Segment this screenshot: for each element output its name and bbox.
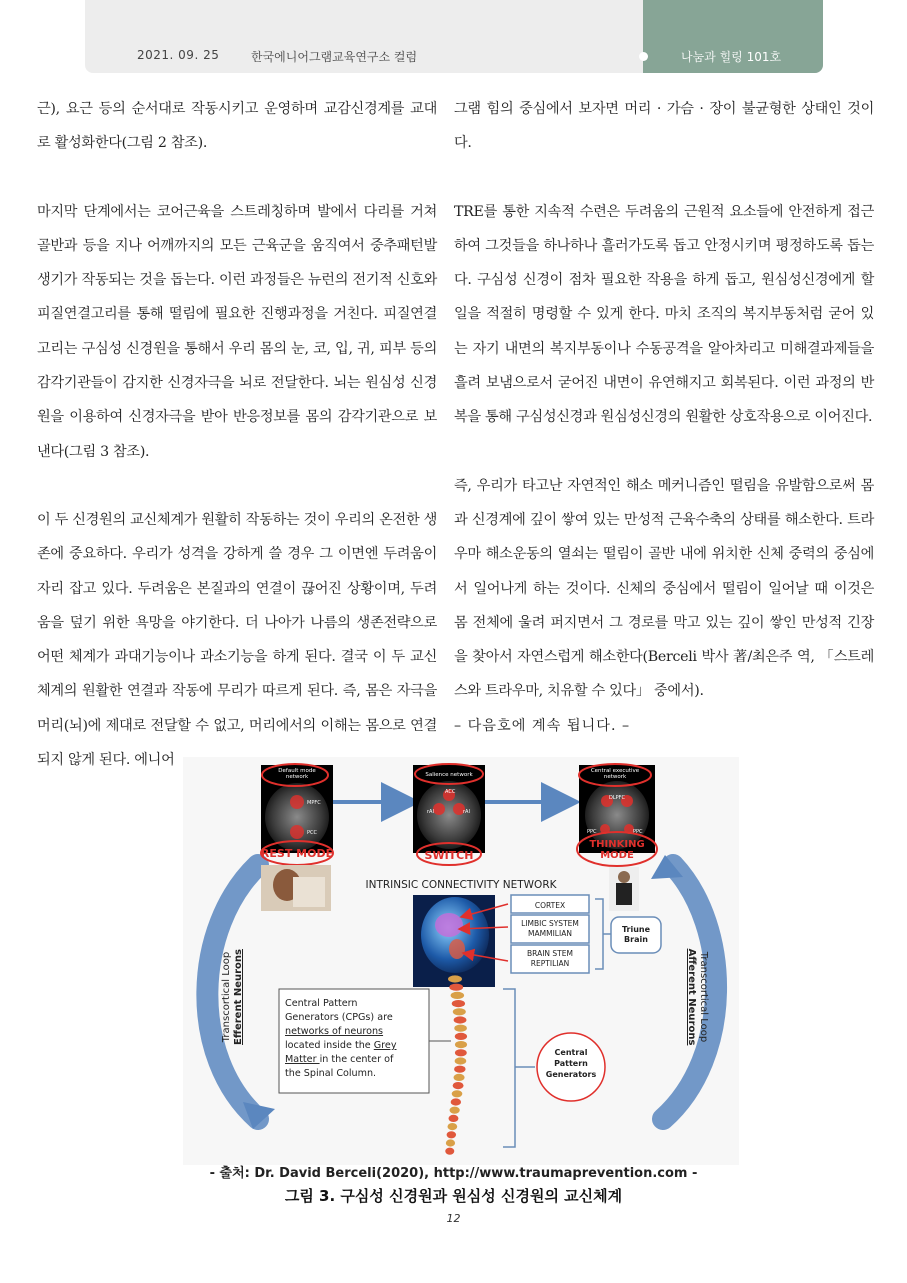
cpg-note-box	[279, 989, 429, 1093]
right-paragraph-3: 즉, 우리가 타고난 자연적인 해소 메커니즘인 떨림을 유발함으로써 몸과 신경계에 깊이 쌓여 있는 만성적 근육수축의 상태를 해소한다. 트라우마 해소운동의 열쇠는 떨림이 골반 내에 위치한 신체 중력의 중심에서 일어나게 하는 것이다. 신체의 중심에서 떨림이 일어날 때 이것은 몸 전체에 울려 퍼지면서 그 경로를 막고 있는 깊이 쌓인 만성적 긴장을 찾아서 자연스럽게 해소한다(Berceli 박사 著/최은주 역, 「스트레스와 트라우마, 치유할 수 있다」 중에서).	[454, 477, 874, 700]
brain2-label-rai-2: rAI	[463, 809, 470, 815]
cpg-circle	[537, 1033, 605, 1101]
brain-head-illustration	[413, 895, 495, 987]
header-date: 2021. 09. 25	[137, 48, 220, 62]
brain3-title: Central executive network	[590, 768, 640, 780]
speaker-photo	[609, 867, 639, 911]
header-issue: 나눔과 힐링 101호	[681, 50, 782, 64]
vertebra	[451, 992, 465, 999]
svg-text:Central Pattern Genera: Central Pattern Generators (CPGs) are networks of neurons located inside the Grey Matter in the center of the Spinal Column.	[285, 998, 397, 1079]
rest-mode-label: REST MODE	[260, 847, 334, 860]
vertebra	[452, 1000, 465, 1007]
spinal-column	[445, 975, 467, 1154]
resting-woman-photo	[261, 865, 331, 911]
header-column-title: 한국에니어그램교육연구소 컬럼	[251, 50, 418, 64]
svg-text:TriuneBrain: Triune Brain	[621, 925, 651, 944]
figure-caption: 그림 3. 구심성 신경원과 원심성 신경원의 교신체계	[284, 1187, 623, 1205]
brain1-label-mpfc: MPFC	[307, 800, 321, 806]
right-column	[454, 92, 874, 743]
vertebra	[455, 1041, 467, 1048]
vertebra	[455, 1049, 467, 1056]
switch-label: SWITCH	[424, 849, 474, 862]
figure-3-diagram	[183, 757, 739, 1165]
default-mode-brain	[261, 764, 333, 865]
continued-note: – 다음호에 계속 됩니다. –	[454, 717, 631, 734]
svg-text:CentralPatternGenerators: Central Pattern Generators	[545, 1048, 597, 1079]
vertebra	[446, 1139, 455, 1146]
vertebra	[454, 1016, 467, 1023]
salience-brain	[413, 764, 485, 865]
vertebra	[452, 1090, 463, 1097]
brain-stem-box	[511, 945, 589, 973]
brain2-label-rai-1: rAI	[427, 809, 434, 815]
page-number: 12	[446, 1212, 461, 1225]
right-paragraph-1: 그램 힘의 중심에서 보자면 머리 · 가슴 · 장이 불균형한 상태인 것이다.	[454, 101, 874, 152]
brain2-title: Salience network	[425, 772, 473, 778]
vertebra	[450, 1107, 460, 1114]
vertebra	[451, 1098, 461, 1105]
vertebra	[448, 975, 462, 982]
left-paragraph-3: 이 두 신경원의 교신체계가 원활히 작동하는 것이 우리의 온전한 생존에 중요하다. 우리가 성격을 강하게 쓸 경우 그 이면엔 두려움이 자리 잡고 있다. 두려움은 본질과의 연결이 끊어진 상황이며, 두려움을 덮기 위한 욕망을 야기한다. 더 나아가 나름의 생존전략으로 어떤 체계가 과대기능이나 과소기능을 하게 된다. 결국 이 두 교신체계의 원활한 연결과 작동에 무리가 따르게 된다. 즉, 몸은 자극을 머리(뇌)에 제대로 전달할 수 없고, 머리에서의 이해는 몸으로 연결되지 않게 된다. 에니어	[37, 511, 437, 769]
brain3-label-ppc-1: PPC	[587, 829, 597, 835]
icn-title: INTRINSIC CONNECTIVITY NETWORK	[365, 879, 557, 891]
vertebra	[447, 1131, 456, 1138]
left-paragraph-2: 마지막 단계에서는 코어근육을 스트레칭하며 발에서 다리를 거쳐 골반과 등을 지나 어깨까지의 모든 근육군을 움직여서 중추패턴발생기가 작동되는 것을 돕는다. 이런 과정들은 뉴런의 전기적 신호와 피질연결고리를 통해 떨림에 필요한 진행과정을 거친다. 피질연결고리는 구심성 신경원을 통해서 우리 몸의 눈, 코, 입, 귀, 피부 등의 감각기관들이 감지한 신경자극을 뇌로 전달한다. 뇌는 원심성 신경원을 이용하여 신경자극을 받아 반응정보를 몸의 감각기관으로 보낸다(그림 3 참조).	[37, 203, 437, 460]
left-paragraph-1: 근), 요근 등의 순서대로 작동시키고 운영하며 교감신경계를 교대로 활성화한다(그림 2 참조).	[37, 101, 437, 152]
right-paragraph-2: TRE를 통한 지속적 수련은 두려움의 근원적 요소들에 안전하게 접근하여 그것들을 하나하나 흘러가도록 돕고 안정시키며 평정하도록 돕는다. 구심성 신경이 점차 필요한 작용을 하게 돕고, 원심성신경에게 할 일을 적절히 명령할 수 있게 한다. 마치 조직의 복지부동처럼 굳어 있는 자기 내면의 복지부동이나 수동공격을 알아차리고 미해결과제들을 흘려 보냄으로서 굳어진 내면이 유연해지고 회복된다. 이런 과정의 반복을 통해 구심성신경과 원심성신경의 원활한 상호작용으로 이어진다.	[454, 203, 874, 426]
thinking-mode-label: THINKING MODE	[589, 839, 645, 861]
vertebra	[449, 984, 463, 991]
brain3-label-ppc-2: PPC	[633, 829, 643, 835]
svg-text:Transcortical Loop: Transcortical Loop	[698, 951, 709, 1043]
figure-source: - 출처: Dr. David Berceli(2020), http://www.traumaprevention.com -	[209, 1166, 698, 1181]
limbic-system-box	[511, 915, 589, 943]
diagram-svg	[183, 757, 739, 1165]
vertebra	[453, 1082, 464, 1089]
vertebra	[453, 1008, 466, 1015]
vertebra	[445, 1148, 454, 1155]
svg-text:BRAIN STEMREPTILIAN: BRAIN STEM REPTILIAN	[527, 949, 573, 968]
afferent-loop-label	[686, 949, 709, 1046]
brain3-label-dlpfc: DLPFC	[609, 795, 626, 801]
svg-text:Efferent Neurons: Efferent Neurons	[233, 949, 244, 1045]
svg-text:Transcortical Loop: Transcortical Loop	[221, 951, 232, 1043]
vertebra	[448, 1123, 458, 1130]
vertebra	[449, 1115, 459, 1122]
header-accent-block	[643, 0, 823, 73]
svg-text:LIMBIC SYSTEMMAMMILIAN: LIMBIC SYSTEM MAMMILIAN	[521, 919, 579, 938]
left-column	[37, 92, 437, 777]
svg-text:CORTEX: CORTEX	[534, 901, 566, 910]
cortex-box	[511, 895, 589, 913]
brain1-label-pcc: PCC	[307, 830, 317, 836]
vertebra	[454, 1025, 467, 1032]
efferent-loop-label	[221, 949, 244, 1045]
brain1-title: Default mode network	[278, 768, 316, 780]
page-header	[85, 0, 823, 73]
vertebra	[455, 1057, 467, 1064]
vertebra	[454, 1066, 465, 1073]
triune-brain-box	[611, 917, 661, 953]
central-executive-brain	[577, 764, 657, 866]
svg-text:Afferent Neurons: Afferent Neurons	[686, 948, 697, 1046]
brain2-label-acc: ACC	[445, 789, 456, 795]
vertebra	[453, 1074, 464, 1081]
header-dot	[639, 52, 648, 61]
vertebra	[455, 1033, 467, 1040]
